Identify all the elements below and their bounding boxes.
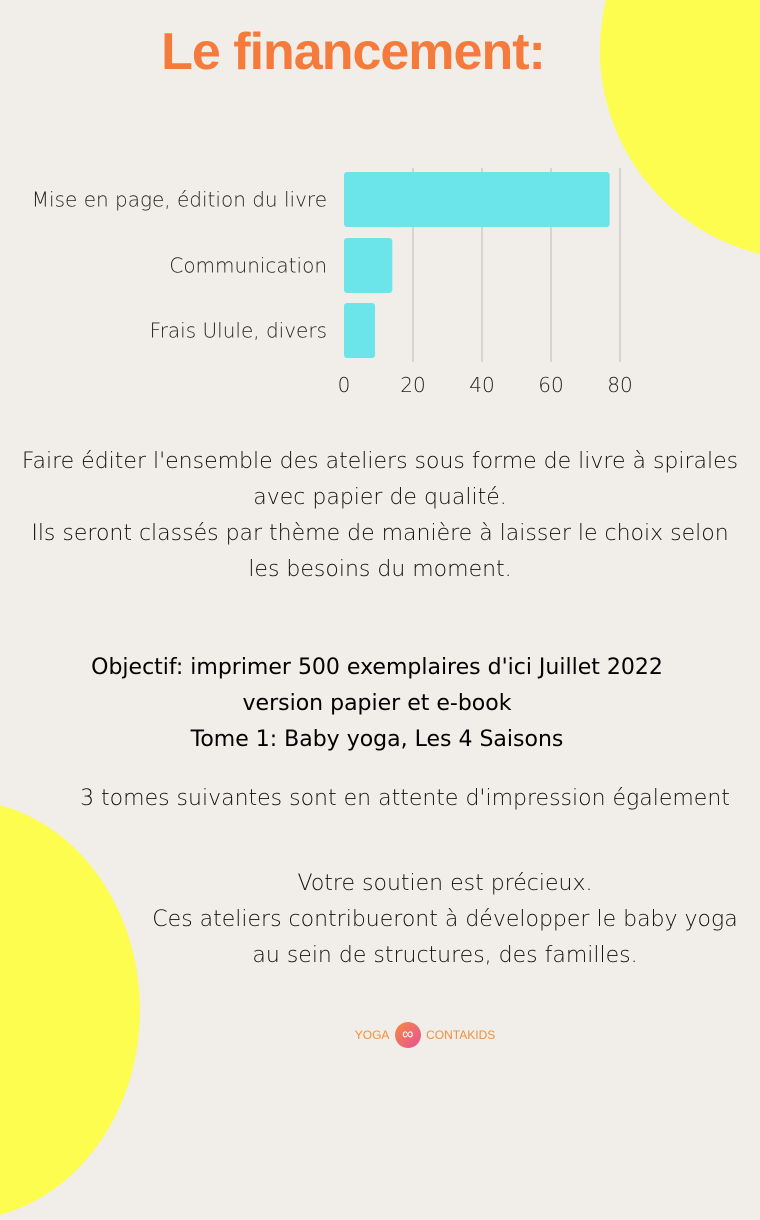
description-paragraph	[0, 444, 760, 588]
decorative-circle-bottom-left	[0, 800, 140, 1220]
objectif-line: version papier et e-book	[242, 691, 512, 716]
soutien-line: Ces ateliers contribueront à développer le baby yoga	[152, 907, 738, 932]
tomes-line: 3 tomes suivantes sont en attente d'impression également	[80, 786, 730, 811]
description-line: les besoins du moment.	[248, 557, 512, 582]
logo-text-left: YOGA	[354, 1028, 390, 1042]
objectif-block	[0, 650, 754, 758]
description-line: avec papier de qualité.	[253, 485, 507, 510]
soutien-line: Votre soutien est précieux.	[297, 871, 593, 896]
soutien-block	[120, 866, 760, 974]
category-label: Mise en page, édition du livre	[31, 187, 327, 212]
bar	[344, 303, 375, 358]
chart-x-tick-labels	[338, 373, 633, 397]
bar	[344, 172, 610, 227]
x-tick-label: 20	[400, 373, 426, 397]
bar	[344, 238, 392, 293]
category-label: Frais Ulule, divers	[149, 318, 327, 343]
chart-bars	[344, 172, 610, 358]
logo-text-right: CONTAKIDS	[426, 1028, 496, 1042]
brand-logo	[0, 1022, 760, 1048]
description-line: Faire éditer l'ensemble des ateliers sous forme de livre à spirales	[21, 449, 739, 474]
x-tick-label: 40	[469, 373, 495, 397]
x-tick-label: 80	[607, 373, 633, 397]
bar-chart	[0, 0, 760, 420]
objectif-line: Tome 1: Baby yoga, Les 4 Saisons	[190, 727, 564, 752]
soutien-line: au sein de structures, des familles.	[252, 943, 638, 968]
page-title: Le financement:	[161, 23, 545, 81]
chart-category-labels	[32, 188, 327, 343]
objectif-line: Objectif: imprimer 500 exemplaires d'ici Juillet 2022	[91, 655, 663, 680]
description-line: Ils seront classés par thème de manière à laisser le choix selon	[31, 521, 729, 546]
x-tick-label: 60	[538, 373, 564, 397]
infinity-icon: ∞	[395, 1022, 421, 1048]
x-tick-label: 0	[337, 373, 351, 397]
category-label: Communication	[169, 253, 327, 278]
